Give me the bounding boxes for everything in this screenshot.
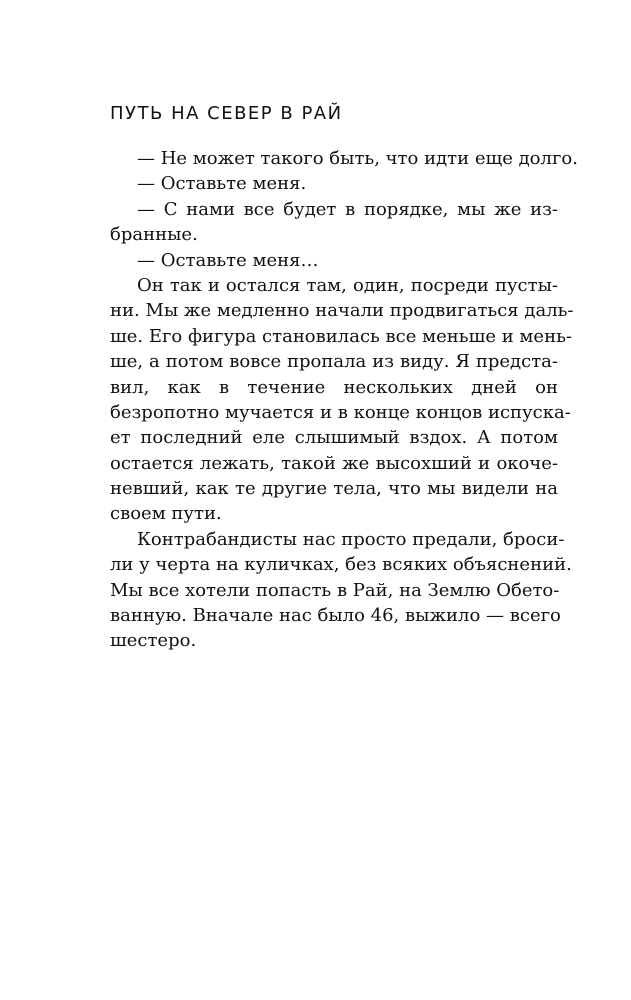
text-line: ет последний еле слышимый вздох. А потом xyxy=(110,427,558,449)
text-line: — Оставьте меня. xyxy=(137,173,307,195)
text-line: — Оставьте меня… xyxy=(137,249,319,271)
text-line: ли у черта на куличках, без всяких объяснений. xyxy=(110,554,572,576)
text-line: невший, как те другие тела, что мы видели на xyxy=(110,478,558,500)
text-line: остается лежать, такой же высохший и окоче- xyxy=(110,452,558,474)
text-line: своем пути. xyxy=(110,503,222,525)
text-line: — С нами все будет в порядке, мы же из- xyxy=(137,198,558,220)
text-line: — Не может такого быть, что идти еще долго. xyxy=(137,148,578,169)
running-head: ПУТЬ НА СЕВЕР В РАЙ xyxy=(110,103,343,124)
body-text xyxy=(110,146,578,654)
text-line: ни. Мы же медленно начали продвигаться даль- xyxy=(110,300,574,322)
text-line: ше, а потом вовсе пропала из виду. Я предста- xyxy=(110,351,558,373)
text-line: шестеро. xyxy=(110,630,197,652)
text-line: вил, как в течение нескольких дней он xyxy=(110,376,558,398)
text-line: ше. Его фигура становилась все меньше и мень- xyxy=(110,325,572,347)
text-line: безропотно мучается и в конце концов испуска- xyxy=(110,401,571,423)
text-line: Он так и остался там, один, посреди пусты- xyxy=(137,274,558,296)
text-line: Мы все хотели попасть в Рай, на Землю Обето- xyxy=(110,579,560,601)
text-line: бранные. xyxy=(110,224,198,246)
text-line: ванную. Вначале нас было 46, выжило — всего xyxy=(110,605,561,627)
text-line: Контрабандисты нас просто предали, броси- xyxy=(137,528,565,550)
